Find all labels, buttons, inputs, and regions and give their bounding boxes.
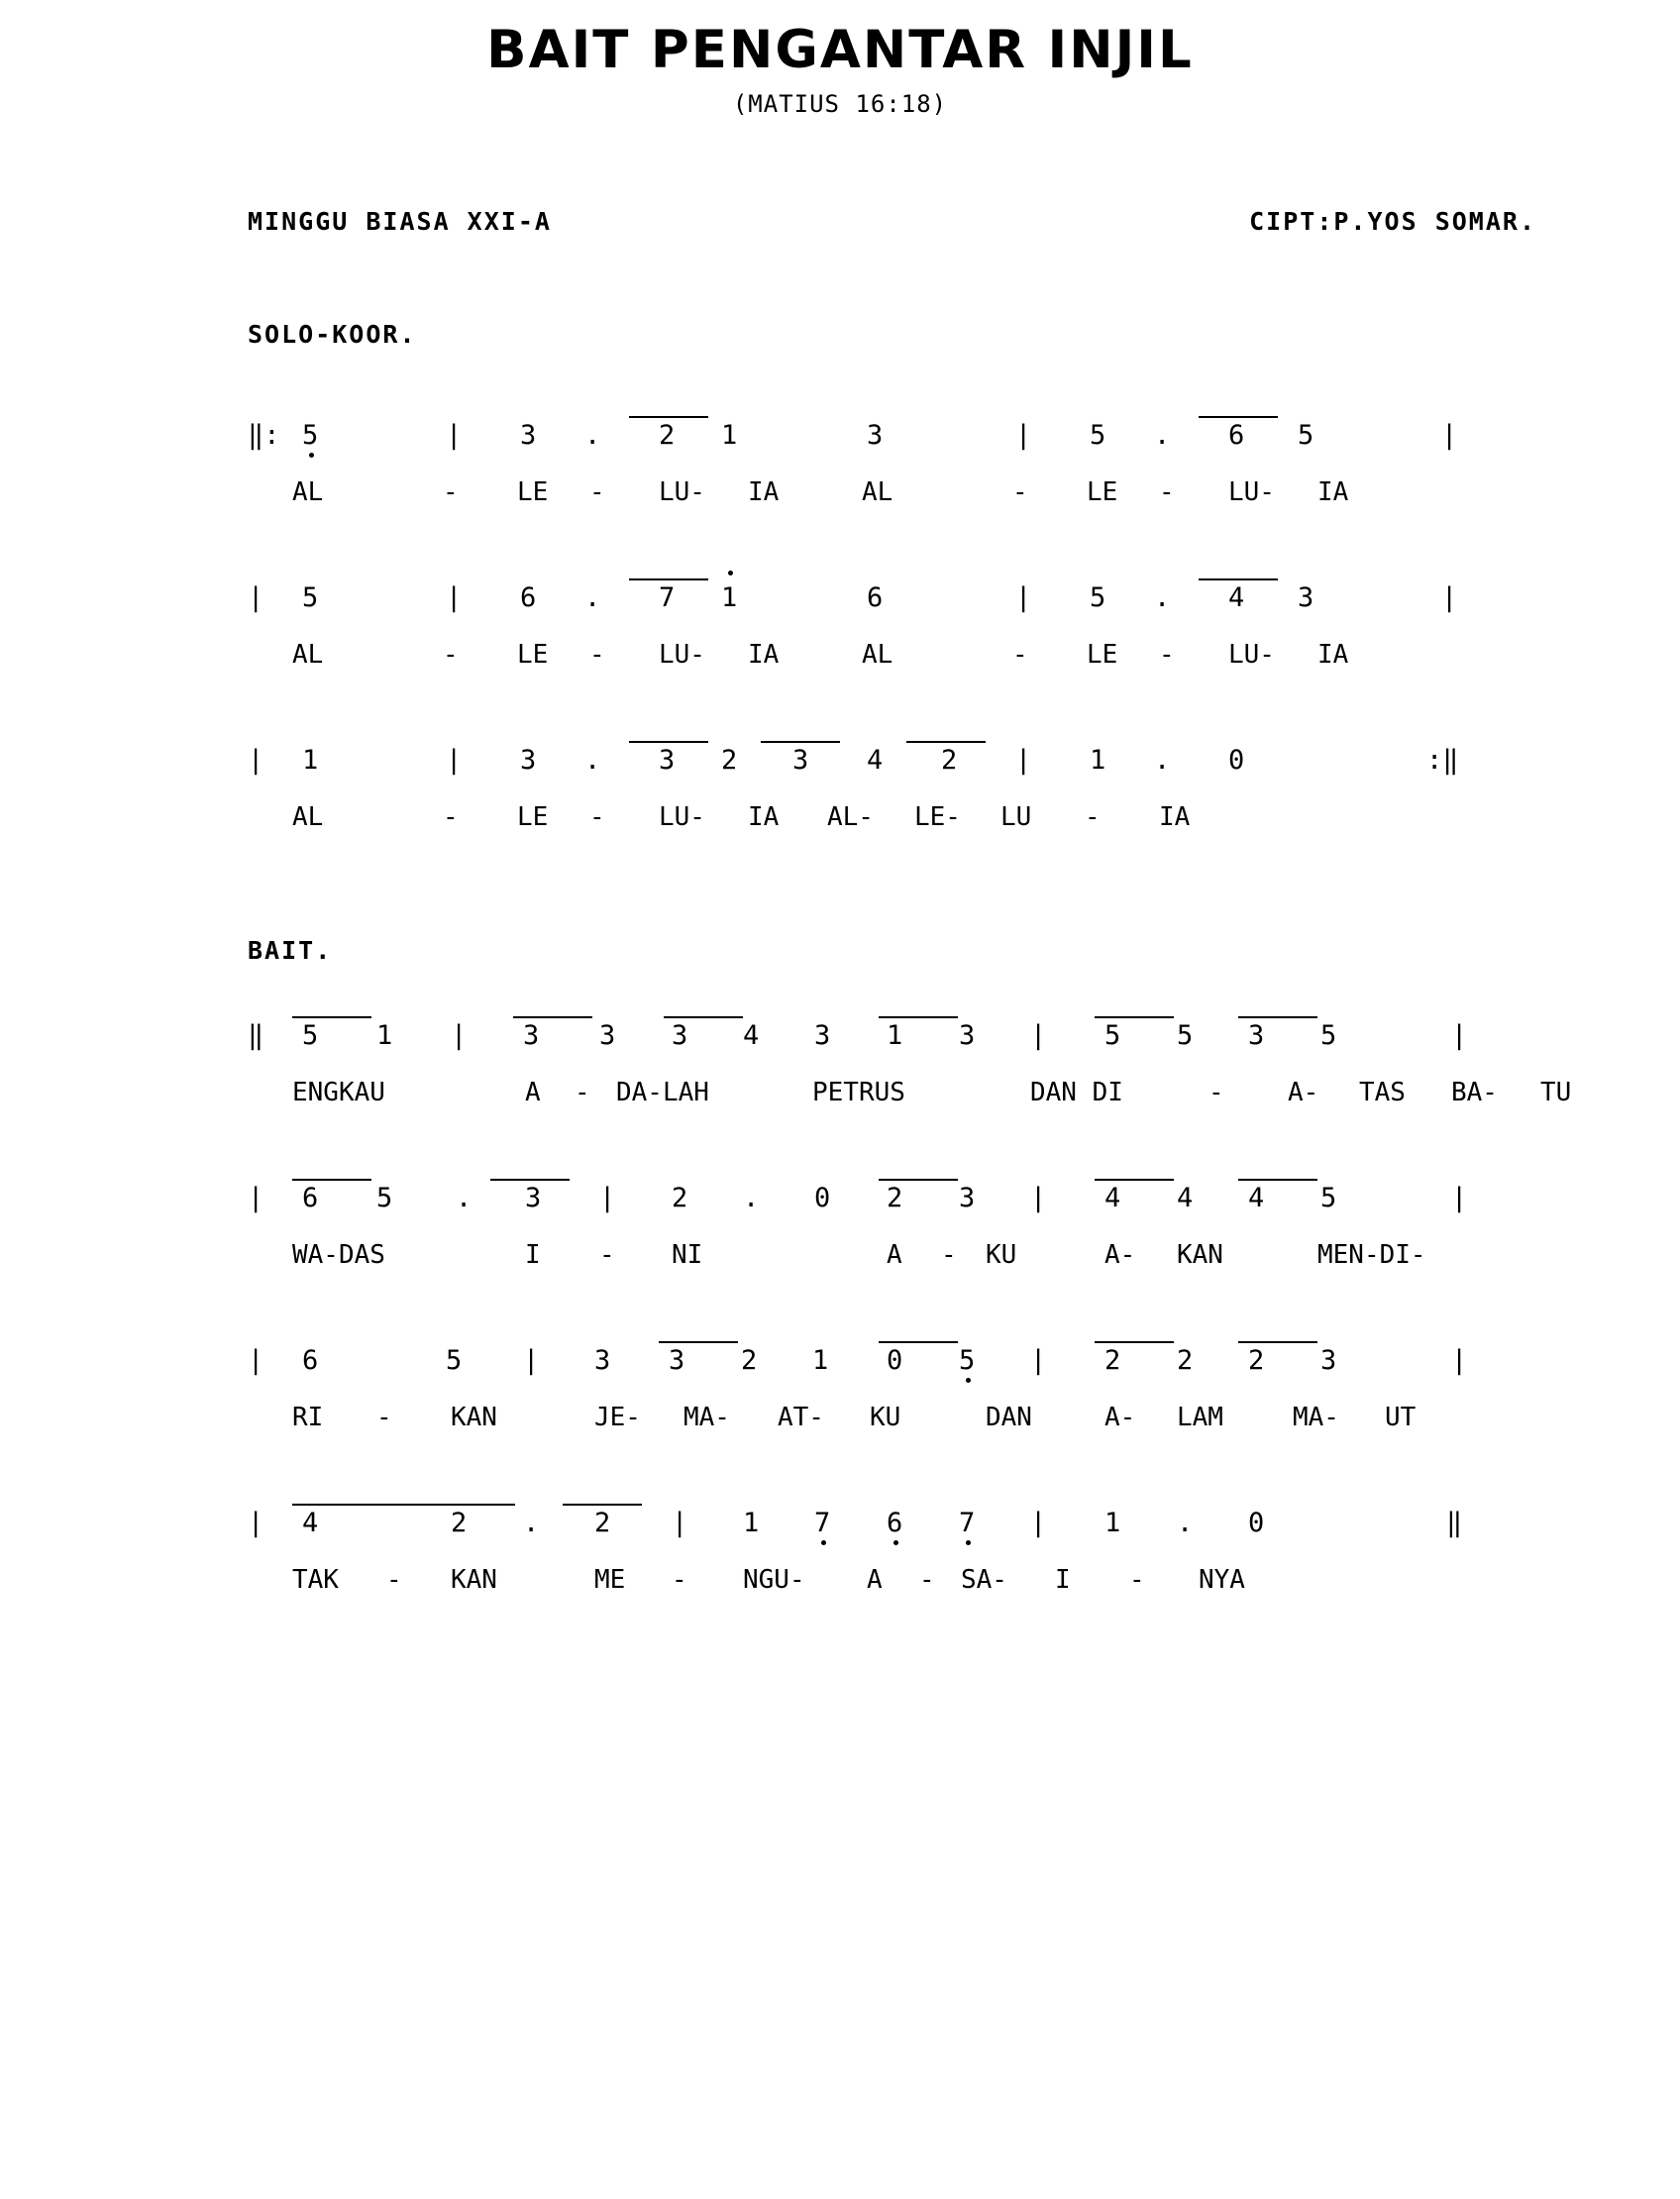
barline: | (1030, 1345, 1047, 1376)
note-token: 3 (659, 745, 676, 776)
lyric-token: - (1208, 1078, 1224, 1107)
beam-line (1095, 1179, 1174, 1181)
octave-dot-low (821, 1540, 826, 1545)
lyric-token: A (525, 1078, 541, 1107)
lyric-token: AL (862, 640, 893, 670)
note-token: 5 (302, 582, 319, 613)
beam-line (906, 741, 986, 743)
lyric-token: - (589, 802, 605, 832)
note-token: 4 (302, 1508, 319, 1538)
note-token: 5 (1177, 1020, 1194, 1051)
note-token: . (584, 420, 601, 451)
barline: | (1441, 582, 1458, 613)
music-system (248, 582, 1680, 689)
octave-dot-low (966, 1378, 971, 1383)
note-token: 1 (302, 745, 319, 776)
composer-label: CIPT:P.YOS SOMAR. (1249, 207, 1536, 236)
lyric-token: SA- (961, 1565, 1007, 1595)
music-system (248, 1345, 1680, 1452)
lyric-token: KAN (451, 1565, 497, 1595)
note-row (248, 582, 1680, 630)
lyric-token: AT- (778, 1403, 824, 1432)
note-token: 2 (721, 745, 738, 776)
beam-line (629, 578, 708, 580)
lyric-token: AL (292, 640, 324, 670)
lyric-token: AL (292, 477, 324, 507)
lyric-token: NYA (1199, 1565, 1245, 1595)
lyric-token: LE- (914, 802, 961, 832)
note-token: 0 (1248, 1508, 1265, 1538)
lyric-token: DAN DI (1030, 1078, 1123, 1107)
lyric-token: A- (1104, 1403, 1136, 1432)
lyric-token: IA (748, 640, 780, 670)
lyric-token: KAN (451, 1403, 497, 1432)
note-token: 1 (1104, 1508, 1121, 1538)
note-row (248, 1020, 1680, 1068)
barline: ‖: (248, 420, 280, 451)
lyric-token: A (867, 1565, 883, 1595)
lyric-token: JE- (594, 1403, 641, 1432)
lyric-token: - (589, 640, 605, 670)
lyric-token: - (386, 1565, 402, 1595)
note-token: . (584, 582, 601, 613)
beam-line (1238, 1016, 1317, 1018)
barline: | (1451, 1020, 1468, 1051)
note-token: 5 (1090, 420, 1106, 451)
lyric-token: LE (517, 640, 549, 670)
lyric-token: IA (1317, 640, 1349, 670)
lyric-token: - (1159, 477, 1175, 507)
beam-line (513, 1016, 592, 1018)
lyric-token: MA- (1293, 1403, 1339, 1432)
beam-line (1238, 1341, 1317, 1343)
lyric-token: WA-DAS (292, 1240, 385, 1270)
lyric-token: AL- (827, 802, 874, 832)
lyric-token: - (589, 477, 605, 507)
note-token: 6 (867, 582, 884, 613)
lyric-token: IA (748, 802, 780, 832)
lyric-token: MEN-DI- (1317, 1240, 1426, 1270)
beam-line (1095, 1016, 1174, 1018)
note-token: 3 (599, 1020, 616, 1051)
lyric-token: DA-LAH (616, 1078, 709, 1107)
lyric-token: DAN (986, 1403, 1032, 1432)
note-token: . (743, 1183, 760, 1213)
note-token: 4 (1104, 1183, 1121, 1213)
lyric-token: - (1012, 640, 1028, 670)
barline: | (599, 1183, 616, 1213)
octave-dot-low (893, 1540, 898, 1545)
barline: | (248, 1183, 264, 1213)
beam-line (879, 1016, 958, 1018)
note-token: 5 (1090, 582, 1106, 613)
lyric-token: - (443, 640, 459, 670)
note-token: 1 (743, 1508, 760, 1538)
note-token: . (523, 1508, 540, 1538)
beam-line (490, 1179, 570, 1181)
beam-line (1199, 578, 1278, 580)
section-label-solo-koor: SOLO-KOOR. (248, 320, 417, 349)
note-token: 3 (1248, 1020, 1265, 1051)
note-token: 3 (520, 745, 537, 776)
lyric-row (248, 1565, 1680, 1613)
barline: :‖ (1426, 745, 1459, 776)
lyric-token: LU (1000, 802, 1032, 832)
note-token: 5 (1320, 1183, 1337, 1213)
beam-line (879, 1179, 958, 1181)
music-system (248, 1020, 1680, 1127)
beam-line (292, 1179, 371, 1181)
octave-dot-low (309, 453, 314, 458)
note-token: 5 (1320, 1020, 1337, 1051)
lyric-token: - (1129, 1565, 1145, 1595)
barline: | (1451, 1345, 1468, 1376)
note-token: 1 (1090, 745, 1106, 776)
lyric-token: LE (1087, 477, 1118, 507)
note-row (248, 1183, 1680, 1230)
barline: | (672, 1508, 688, 1538)
lyric-token: KU (986, 1240, 1017, 1270)
note-token: 1 (721, 582, 738, 613)
lyric-token: LU- (659, 640, 705, 670)
beam-line (879, 1341, 958, 1343)
lyric-token: AL (862, 477, 893, 507)
lyric-token: - (1159, 640, 1175, 670)
note-token: 3 (1298, 582, 1314, 613)
lyric-token: A- (1104, 1240, 1136, 1270)
lyric-row (248, 477, 1680, 525)
beam-line (1238, 1179, 1317, 1181)
note-row (248, 1508, 1680, 1555)
note-token: 4 (743, 1020, 760, 1051)
octave-dot-low (966, 1540, 971, 1545)
note-token: 4 (1248, 1183, 1265, 1213)
barline: | (248, 745, 264, 776)
lyric-token: - (1012, 477, 1028, 507)
barline: | (523, 1345, 540, 1376)
music-system (248, 1183, 1680, 1290)
note-token: 3 (959, 1020, 976, 1051)
note-row (248, 420, 1680, 468)
note-token: 6 (302, 1183, 319, 1213)
note-token: . (1177, 1508, 1194, 1538)
note-token: 6 (302, 1345, 319, 1376)
lyric-token: - (575, 1078, 590, 1107)
note-token: 6 (1228, 420, 1245, 451)
lyric-token: PETRUS (812, 1078, 905, 1107)
lyric-token: TU (1540, 1078, 1572, 1107)
lyric-token: - (443, 477, 459, 507)
lyric-token: IA (1159, 802, 1191, 832)
lyric-token: TAK (292, 1565, 339, 1595)
lyric-token: LE (517, 477, 549, 507)
note-row (248, 1345, 1680, 1393)
beam-line (664, 1016, 743, 1018)
lyric-token: KAN (1177, 1240, 1223, 1270)
lyric-token: - (443, 802, 459, 832)
note-token: 4 (1177, 1183, 1194, 1213)
lyric-token: IA (1317, 477, 1349, 507)
barline: | (248, 1345, 264, 1376)
music-system (248, 745, 1680, 852)
barline: ‖ (1446, 1508, 1463, 1538)
note-token: 2 (659, 420, 676, 451)
lyric-token: LU- (1228, 477, 1275, 507)
note-token: 3 (669, 1345, 685, 1376)
barline: | (248, 1508, 264, 1538)
note-token: 1 (887, 1020, 903, 1051)
note-token: 1 (376, 1020, 393, 1051)
barline: | (1015, 745, 1032, 776)
note-token: 5 (959, 1345, 976, 1376)
note-token: 1 (812, 1345, 829, 1376)
lyric-token: LU- (1228, 640, 1275, 670)
music-system (248, 1508, 1680, 1615)
note-token: 3 (525, 1183, 542, 1213)
barline: | (248, 582, 264, 613)
note-token: 2 (1177, 1345, 1194, 1376)
note-token: 2 (594, 1508, 611, 1538)
lyric-token: - (672, 1565, 687, 1595)
lyric-token: ENGKAU (292, 1078, 385, 1107)
lyric-row (248, 802, 1680, 850)
lyric-token: KU (870, 1403, 901, 1432)
barline: | (451, 1020, 468, 1051)
barline: | (1015, 420, 1032, 451)
barline: ‖ (248, 1020, 264, 1051)
lyric-token: - (1085, 802, 1101, 832)
beam-line (1095, 1341, 1174, 1343)
lyric-token: I (525, 1240, 541, 1270)
beam-line (292, 1504, 515, 1506)
note-token: 6 (887, 1508, 903, 1538)
note-token: 3 (520, 420, 537, 451)
note-token: . (1154, 582, 1171, 613)
beam-line (629, 741, 708, 743)
barline: | (446, 420, 463, 451)
lyric-token: UT (1385, 1403, 1417, 1432)
note-token: 2 (1104, 1345, 1121, 1376)
barline: | (1030, 1020, 1047, 1051)
lyric-token: NGU- (743, 1565, 805, 1595)
note-row (248, 745, 1680, 792)
note-token: 3 (867, 420, 884, 451)
note-token: 3 (792, 745, 809, 776)
note-token: 7 (659, 582, 676, 613)
beam-line (1199, 416, 1278, 418)
note-token: 7 (814, 1508, 831, 1538)
barline: | (1451, 1183, 1468, 1213)
note-token: 1 (721, 420, 738, 451)
lyric-token: - (941, 1240, 957, 1270)
lyric-token: LU- (659, 477, 705, 507)
note-token: 2 (887, 1183, 903, 1213)
scripture-reference: (MATIUS 16:18) (732, 90, 948, 118)
note-token: . (584, 745, 601, 776)
beam-line (292, 1016, 371, 1018)
note-token: 2 (672, 1183, 688, 1213)
barline: | (1030, 1183, 1047, 1213)
lyric-token: - (376, 1403, 392, 1432)
lyric-token: MA- (683, 1403, 730, 1432)
note-token: 2 (941, 745, 958, 776)
lyric-token: A (887, 1240, 902, 1270)
lyric-token: AL (292, 802, 324, 832)
lyric-token: TAS (1359, 1078, 1406, 1107)
score-page (0, 20, 1680, 2199)
occasion-label: MINGGU BIASA XXI-A (248, 207, 552, 236)
note-token: 2 (741, 1345, 758, 1376)
lyric-token: IA (748, 477, 780, 507)
note-token: 4 (1228, 582, 1245, 613)
lyric-row (248, 1240, 1680, 1288)
section-label-bait: BAIT. (248, 936, 333, 965)
lyric-token: - (919, 1565, 935, 1595)
note-token: 3 (594, 1345, 611, 1376)
beam-line (659, 1341, 738, 1343)
note-token: 2 (1248, 1345, 1265, 1376)
note-token: . (1154, 420, 1171, 451)
lyric-token: NI (672, 1240, 703, 1270)
page-title: BAIT PENGANTAR INJIL (486, 20, 1194, 80)
music-system (248, 420, 1680, 527)
lyric-row (248, 640, 1680, 687)
lyric-token: - (599, 1240, 615, 1270)
barline: | (446, 745, 463, 776)
note-token: 5 (302, 420, 319, 451)
barline: | (1015, 582, 1032, 613)
barline: | (1441, 420, 1458, 451)
note-token: 3 (523, 1020, 540, 1051)
note-token: 7 (959, 1508, 976, 1538)
lyric-token: BA- (1451, 1078, 1498, 1107)
systems-host (0, 420, 1680, 1615)
lyric-row (248, 1403, 1680, 1450)
note-token: 4 (867, 745, 884, 776)
note-token: 3 (814, 1020, 831, 1051)
note-token: 3 (959, 1183, 976, 1213)
lyric-token: A- (1288, 1078, 1319, 1107)
lyric-token: RI (292, 1403, 324, 1432)
note-token: 2 (451, 1508, 468, 1538)
barline: | (446, 582, 463, 613)
lyric-row (248, 1078, 1680, 1125)
note-token: 6 (520, 582, 537, 613)
note-token: 3 (672, 1020, 688, 1051)
lyric-token: LE (1087, 640, 1118, 670)
note-token: 5 (1104, 1020, 1121, 1051)
lyric-token: LE (517, 802, 549, 832)
note-token: 3 (1320, 1345, 1337, 1376)
note-token: 0 (887, 1345, 903, 1376)
note-token: 0 (1228, 745, 1245, 776)
note-token: . (456, 1183, 472, 1213)
lyric-token: LU- (659, 802, 705, 832)
lyric-token: LAM (1177, 1403, 1223, 1432)
note-token: . (1154, 745, 1171, 776)
note-token: 5 (376, 1183, 393, 1213)
beam-line (761, 741, 840, 743)
note-token: 5 (1298, 420, 1314, 451)
meta-row (248, 207, 1536, 236)
note-token: 5 (302, 1020, 319, 1051)
lyric-token: ME (594, 1565, 626, 1595)
beam-line (563, 1504, 642, 1506)
note-token: 0 (814, 1183, 831, 1213)
note-token: 5 (446, 1345, 463, 1376)
lyric-token: I (1055, 1565, 1071, 1595)
barline: | (1030, 1508, 1047, 1538)
octave-dot-high (728, 571, 733, 576)
beam-line (629, 416, 708, 418)
